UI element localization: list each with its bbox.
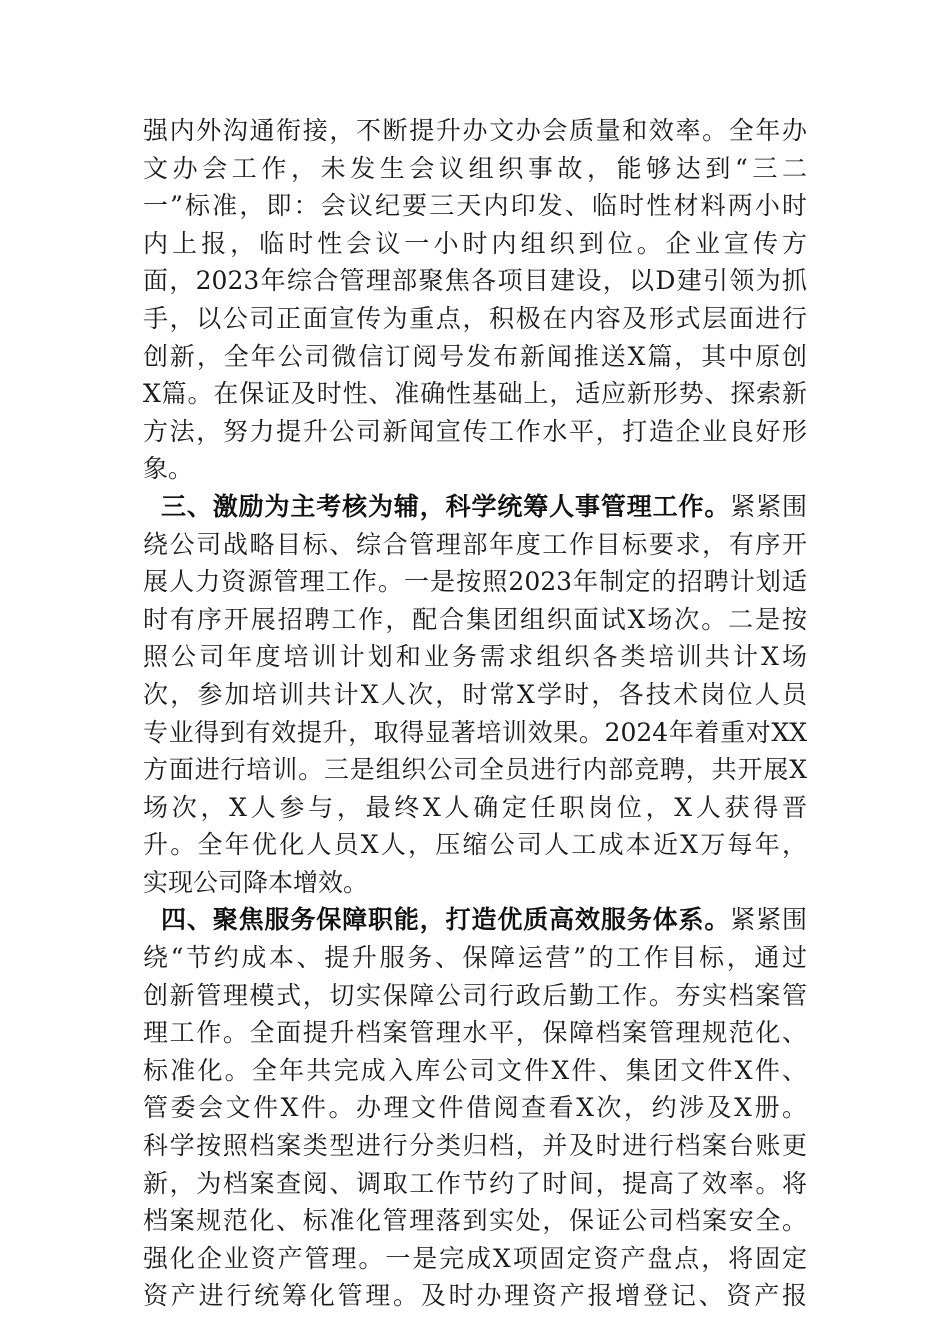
section-heading-continuation: 紧紧围 — [730, 491, 807, 521]
text-line: 绕公司战略目标、综合管理部年度工作目标要求，有序开 — [143, 529, 807, 559]
text-line: 创新，全年公司微信订阅号发布新闻推送X篇，其中原创 — [143, 341, 807, 371]
text-line: X篇。在保证及时性、准确性基础上，适应新形势、探索新 — [143, 379, 807, 409]
text-line: 文办会工作，未发生会议组织事故，能够达到“三二 — [143, 153, 807, 183]
section-heading-continuation: 紧紧围 — [730, 905, 807, 935]
text-line: 创新管理模式，切实保障公司行政后勤工作。夯实档案管 — [143, 980, 807, 1010]
text-line: 新，为档案查阅、调取工作节约了时间，提高了效率。将 — [143, 1168, 807, 1198]
section-service-support — [143, 901, 807, 1315]
text-line: 展人力资源管理工作。一是按照2023年制定的招聘计划适 — [143, 567, 807, 597]
text-line: 象。 — [143, 454, 194, 484]
text-line: 一”标准，即：会议纪要三天内印发、临时性材料两小时 — [143, 191, 807, 221]
body-text — [143, 112, 807, 1315]
text-line: 标准化。全年共完成入库公司文件X件、集团文件X件、 — [143, 1055, 807, 1085]
text-line: 方面进行培训。三是组织公司全员进行内部竞聘，共开展X — [143, 755, 807, 785]
text-line: 强内外沟通衔接，不断提升办文办会质量和效率。全年办 — [143, 116, 807, 145]
text-line: 绕“节约成本、提升服务、保障运营”的工作目标，通过 — [143, 943, 807, 973]
text-line: 实现公司降本增效。 — [143, 867, 369, 897]
text-line: 资产进行统筹化管理。及时办理资产报增登记、资产报 — [143, 1281, 807, 1311]
text-line: 内上报，临时性会议一小时内组织到位。企业宣传方 — [143, 228, 807, 258]
text-line: 次，参加培训共计X人次，时常X学时，各技术岗位人员 — [143, 679, 807, 709]
text-line: 时有序开展招聘工作，配合集团组织面试X场次。二是按 — [143, 604, 807, 634]
text-line: 场次，X人参与，最终X人确定任职岗位，X人获得晋 — [143, 792, 807, 822]
section-heading: 四、聚焦服务保障职能，打造优质高效服务体系。 — [161, 905, 731, 935]
text-line: 升。全年优化人员X人，压缩公司人工成本近X万每年， — [143, 830, 807, 860]
text-line: 专业得到有效提升，取得显著培训效果。2024年着重对XX — [143, 717, 807, 747]
section-heading-line — [143, 488, 807, 526]
text-line: 手，以公司正面宣传为重点，积极在内容及形式层面进行 — [143, 303, 807, 333]
section-heading: 三、激励为主考核为辅，科学统筹人事管理工作。 — [161, 491, 731, 521]
section-heading-line — [143, 901, 807, 939]
text-line: 照公司年度培训计划和业务需求组织各类培训共计X场 — [143, 642, 807, 672]
text-line: 强化企业资产管理。一是完成X项固定资产盘点，将固定 — [143, 1243, 807, 1273]
text-line: 科学按照档案类型进行分类归档，并及时进行档案台账更 — [143, 1131, 807, 1161]
text-line: 档案规范化、标准化管理落到实处，保证公司档案安全。 — [143, 1206, 807, 1236]
text-line: 理工作。全面提升档案管理水平，保障档案管理规范化、 — [143, 1018, 807, 1048]
paragraph-office-publicity — [143, 112, 807, 488]
text-line: 管委会文件X件。办理文件借阅查看X次，约涉及X册。 — [143, 1093, 807, 1123]
text-line: 方法，努力提升公司新闻宣传工作水平，打造企业良好形 — [143, 416, 807, 446]
text-line: 面，2023年综合管理部聚焦各项目建设，以D建引领为抓 — [143, 266, 807, 296]
section-personnel-management — [143, 488, 807, 902]
